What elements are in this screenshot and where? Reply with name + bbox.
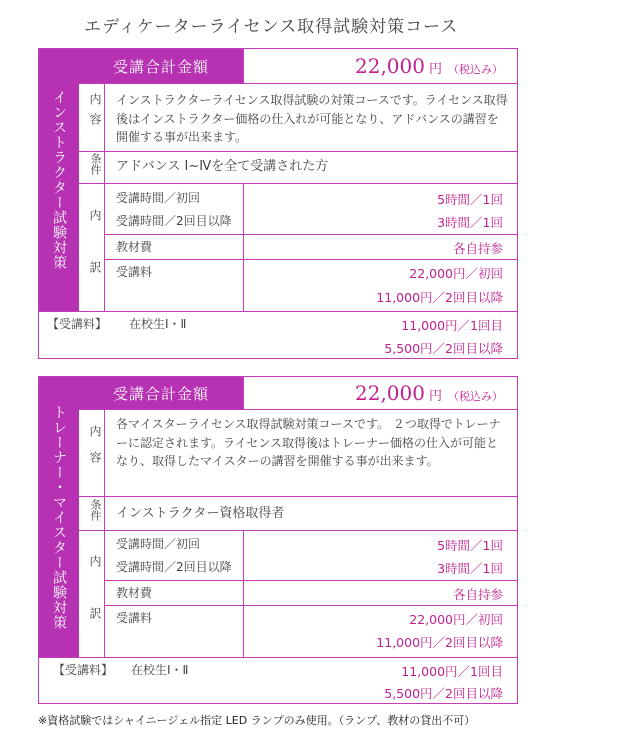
course-section-trainer bbox=[38, 376, 518, 704]
fee-value: 5,500円／2回目以降 bbox=[384, 341, 503, 356]
breakdown-row-value: 11,000円／2回目以降 bbox=[376, 635, 503, 650]
breakdown-row-value: 22,000円／初回 bbox=[409, 266, 503, 281]
breakdown-row-value: 各自持参 bbox=[452, 241, 503, 256]
breakdown-row-label: 受講時間／2回目以降 bbox=[116, 560, 232, 574]
total-unit: 円 bbox=[428, 62, 442, 77]
fee-target: 在校生Ⅰ・Ⅱ bbox=[131, 663, 189, 677]
breakdown-row-value: 5時間／1回 bbox=[437, 192, 503, 207]
footnote: ※資格試験ではシャイニージェル指定 LED ランプのみ使用。（ランプ、教材の貸出不可） bbox=[38, 714, 476, 727]
breakdown-label: 内訳 bbox=[88, 555, 102, 659]
breakdown-row-label: 受講料 bbox=[116, 611, 153, 625]
total-label: 受講合計金額 bbox=[79, 49, 243, 83]
fee-value: 11,000円／1回目 bbox=[401, 664, 503, 679]
breakdown-row-value: 各自持参 bbox=[452, 587, 503, 602]
breakdown-row-label: 受講料 bbox=[116, 265, 153, 279]
condition-label: 条件 bbox=[89, 499, 102, 521]
content-text: インストラクターライセンス取得試験の対策コースです。ライセンス取得後はインストラクター価格の仕入れが可能となり、アドバンスの講習を開催する事が出来ます。 bbox=[116, 93, 508, 145]
total-amount: 22,000 bbox=[355, 54, 425, 78]
fee-label: 【受講料】 bbox=[47, 317, 108, 331]
content-text: 各マイスターライセンス取得試験対策コースです。 ２つ取得でトレーナーに認定されます。ライセンス取得後はトレーナー価格の仕入が可能となり、取得したマイスターの講習を開催する事が出来ます。 bbox=[116, 417, 501, 469]
breakdown-row-label: 受講時間／初回 bbox=[116, 537, 201, 551]
breakdown-row-label: 受講時間／2回目以降 bbox=[116, 214, 232, 228]
breakdown-row-label: 受講時間／初回 bbox=[116, 191, 201, 205]
breakdown-label: 内訳 bbox=[88, 209, 102, 313]
condition-text: アドバンス Ⅰ~Ⅳを全て受講された方 bbox=[116, 159, 329, 174]
content-label: 内容 bbox=[88, 93, 102, 133]
breakdown-row-value: 3時間／1回 bbox=[437, 215, 503, 230]
section-side-label: インストラクター試験対策 bbox=[51, 90, 67, 270]
total-tax: （税込み） bbox=[448, 63, 503, 76]
total-unit: 円 bbox=[428, 389, 442, 404]
breakdown-row-value: 5時間／1回 bbox=[437, 538, 503, 553]
fee-target: 在校生Ⅰ・Ⅱ bbox=[129, 317, 187, 331]
fee-label: 【受講料】 bbox=[53, 663, 114, 677]
section-side-label: トレーナー・マイスター試験対策 bbox=[51, 404, 67, 630]
total-price bbox=[355, 54, 503, 78]
total-tax: （税込み） bbox=[448, 390, 503, 403]
breakdown-row-value: 11,000円／2回目以降 bbox=[376, 290, 503, 305]
course-section-instructor bbox=[38, 48, 518, 359]
total-price bbox=[355, 381, 503, 405]
content-label: 内容 bbox=[88, 425, 102, 477]
page-title: エディケーターライセンス取得試験対策コース bbox=[84, 17, 459, 37]
condition-text: インストラクター資格取得者 bbox=[116, 506, 285, 521]
breakdown-row-value: 22,000円／初回 bbox=[409, 612, 503, 627]
fee-value: 11,000円／1回目 bbox=[401, 318, 503, 333]
breakdown-row-value: 3時間／1回 bbox=[437, 561, 503, 576]
total-label: 受講合計金額 bbox=[79, 377, 243, 409]
total-amount: 22,000 bbox=[355, 381, 425, 405]
breakdown-row-label: 教材費 bbox=[116, 240, 153, 254]
fee-value: 5,500円／2回目以降 bbox=[384, 686, 503, 701]
breakdown-row-label: 教材費 bbox=[116, 586, 153, 600]
condition-label: 条件 bbox=[89, 153, 102, 175]
